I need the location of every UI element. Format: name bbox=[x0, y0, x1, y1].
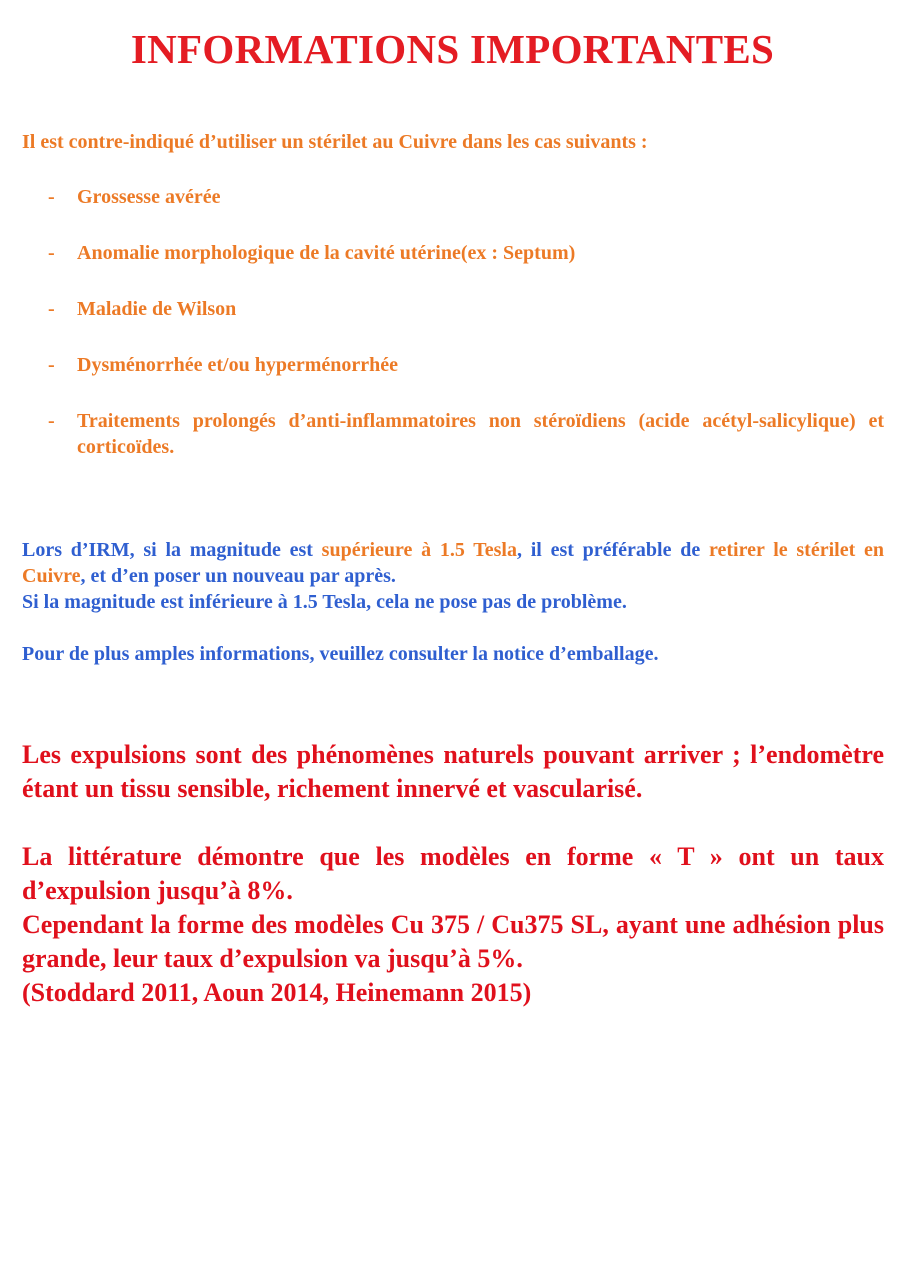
list-item-text: Maladie de Wilson bbox=[77, 298, 237, 320]
expulsion-paragraph: Les expulsions sont des phénomènes naturels pouvant arriver ; l’endomètre étant un tissu sensible, richement innervé et vascularisé. bbox=[22, 740, 884, 803]
expulsion-paragraph: Cependant la forme des modèles Cu 375 / Cu375 SL, ayant une adhésion plus grande, leur taux d’expulsion va jusqu’à 5%. bbox=[22, 910, 884, 973]
expulsion-paragraph: La littérature démontre que les modèles en forme « T » ont un taux d’expulsion jusqu’à 8%. bbox=[22, 842, 884, 905]
expulsion-references: (Stoddard 2011, Aoun 2014, Heinemann 2015) bbox=[22, 978, 532, 1007]
list-bullet: - bbox=[48, 410, 55, 432]
list-item-text: Anomalie morphologique de la cavité utérine(ex : Septum) bbox=[77, 242, 576, 264]
irm-notice-reference: Pour de plus amples informations, veuillez consulter la notice d’emballage. bbox=[22, 643, 659, 665]
list-item-text: Grossesse avérée bbox=[77, 186, 221, 208]
list-item bbox=[22, 240, 884, 266]
list-item bbox=[22, 296, 884, 322]
contraindications-list bbox=[22, 184, 884, 490]
irm-section bbox=[22, 537, 884, 667]
list-item bbox=[22, 408, 884, 460]
list-bullet: - bbox=[48, 298, 55, 320]
irm-text: , et d’en poser un nouveau par après. bbox=[80, 565, 396, 587]
list-item bbox=[22, 184, 884, 210]
list-item-text: Traitements prolongés d’anti-inflammatoires non stéroïdiens (acide acétyl-salicylique) et corticoïdes. bbox=[77, 410, 884, 458]
spacer bbox=[22, 615, 884, 641]
list-item bbox=[22, 352, 884, 378]
irm-highlight-remove: retirer le stérilet en Cuivre bbox=[22, 539, 884, 587]
expulsion-section bbox=[22, 738, 884, 1010]
irm-highlight-threshold: supérieure à 1.5 Tesla bbox=[321, 539, 517, 561]
irm-text: Lors d’IRM, si la magnitude est bbox=[22, 539, 322, 561]
irm-paragraph bbox=[22, 537, 884, 589]
spacer bbox=[22, 806, 884, 840]
list-bullet: - bbox=[48, 242, 55, 264]
page-title: INFORMATIONS IMPORTANTES bbox=[130, 26, 775, 72]
contraindications-intro: Il est contre-indiqué d’utiliser un stérilet au Cuivre dans les cas suivants : bbox=[22, 131, 648, 153]
list-bullet: - bbox=[48, 354, 55, 376]
list-item-text: Dysménorrhée et/ou hyperménorrhée bbox=[77, 354, 399, 376]
irm-low-magnitude-note: Si la magnitude est inférieure à 1.5 Tesla, cela ne pose pas de problème. bbox=[22, 591, 627, 613]
irm-text: , il est préférable de bbox=[516, 539, 709, 561]
list-bullet: - bbox=[48, 186, 55, 208]
